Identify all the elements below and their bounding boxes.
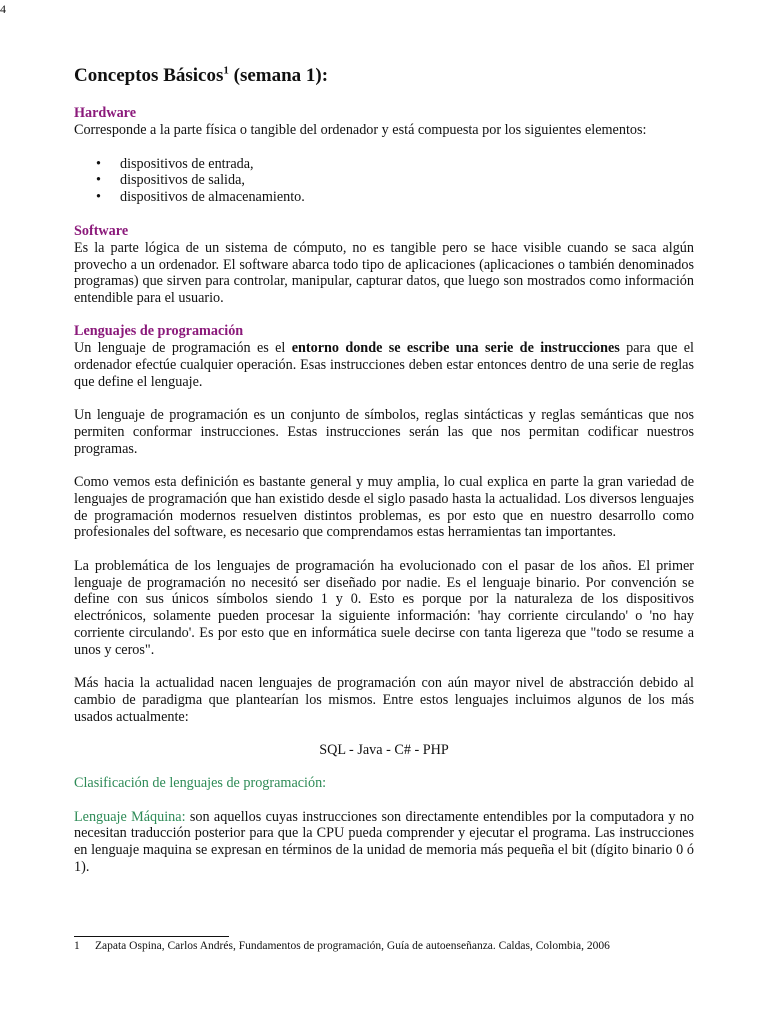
list-item: • dispositivos de entrada, bbox=[74, 156, 694, 173]
footnote bbox=[74, 940, 610, 952]
hardware-text: Corresponde a la parte física o tangible del ordenador y está compuesta por los siguientes elementos: bbox=[74, 121, 647, 138]
lenguajes-paragraph-1 bbox=[74, 340, 694, 390]
software-text: Es la parte lógica de un sistema de cómputo, no es tangible pero se hace visible cuando se saca algún provecho a un ordenador. El software abarca todo tipo de aplicaciones (aplicaciones o también denominados programas) que sirven para controlar, manipular, capturar datos, que luego son mostrados como información entendible para el usuario. bbox=[74, 239, 694, 307]
page-title bbox=[74, 64, 694, 88]
list-item: • dispositivos de almacenamiento. bbox=[74, 189, 694, 206]
title-suffix: (semana 1): bbox=[228, 65, 329, 86]
footnote-ref[interactable]: 1 bbox=[223, 64, 229, 77]
lenguajes-paragraph-2: Un lenguaje de programación es un conjunto de símbolos, reglas sintácticas y reglas semánticas que nos permiten conformar instrucciones. Estas instrucciones serán las que nos permitan codificar nuestros programas. bbox=[74, 407, 694, 457]
footnote-text: Zapata Ospina, Carlos Andrés, Fundamentos de programación, Guía de autoenseñanza. Caldas, Colombia, 2006 bbox=[95, 940, 610, 952]
languages-line: SQL - Java - C# - PHP bbox=[319, 741, 449, 758]
lenguaje-maquina-label: Lenguaje Máquina: bbox=[74, 808, 186, 825]
text-run: Un lenguaje de programación es el bbox=[74, 340, 292, 357]
hardware-list bbox=[74, 156, 694, 206]
lenguajes-heading: Lenguajes de programación bbox=[74, 323, 244, 340]
lenguajes-paragraph-3: Como vemos esta definición es bastante general y muy amplia, lo cual explica en parte la gran variedad de lenguajes de programación que han existido desde el siglo pasado hasta la actualidad. Los diversos lenguajes de programación modernos resuelven distintos problemas, es por esto que en nuestro desarrollo como profesionales del software, es necesario que comprendamos estas herramientas tan importantes. bbox=[74, 474, 694, 541]
title-text: Conceptos Básicos bbox=[74, 65, 224, 86]
hardware-heading: Hardware bbox=[74, 105, 136, 121]
footnote-number: 1 bbox=[74, 940, 80, 952]
lenguajes-paragraph-5: Más hacia la actualidad nacen lenguajes de programación con aún mayor nivel de abstracción debido al cambio de paradigma que plantearían los mismos. Entre estos lenguajes incluimos algunos de los más usados actualmente: bbox=[74, 675, 694, 725]
clasificacion-heading: Clasificación de lenguajes de programación: bbox=[74, 775, 327, 792]
lenguajes-paragraph-4: La problemática de los lenguajes de programación ha evolucionado con el pasar de los años. El primer lenguaje de programación no necesitó ser diseñado por nadie. Es el lenguaje binario. Por convención se define con sus únicos símbolos siendo 1 y 0. Esto es porque por la naturaleza de los dispositivos electrónicos, solamente pueden procesar la siguiente información: 'hay corriente circulando' o 'no hay corriente circulando'. Es por esto que en informática suele decirse con tanta ligereza que "todo se resume a unos y ceros". bbox=[74, 557, 694, 658]
bold-text: entorno donde se escribe una serie de instrucciones bbox=[291, 340, 620, 357]
footnote-separator bbox=[74, 936, 229, 937]
page-number: 4 bbox=[0, 2, 6, 16]
text-run: son aquellos cuyas instrucciones son directamente entendibles por la computadora y no necesitan traducción posterior para que la CPU pueda comprender y ejecutar el programa. Las instrucciones en lenguaje maquina se expresan en términos de la unidad de memoria más pequeña el bit (dígito binario 0 ó 1). bbox=[74, 808, 694, 875]
software-heading: Software bbox=[74, 222, 129, 239]
document-body bbox=[74, 64, 694, 876]
text-run: para que el ordenador efectúe cualquier operación. Esas instrucciones deben estar entonces dentro de una serie de reglas que define el lenguaje. bbox=[74, 340, 694, 390]
lenguaje-maquina-paragraph bbox=[74, 809, 694, 876]
list-item: • dispositivos de salida, bbox=[74, 172, 694, 189]
